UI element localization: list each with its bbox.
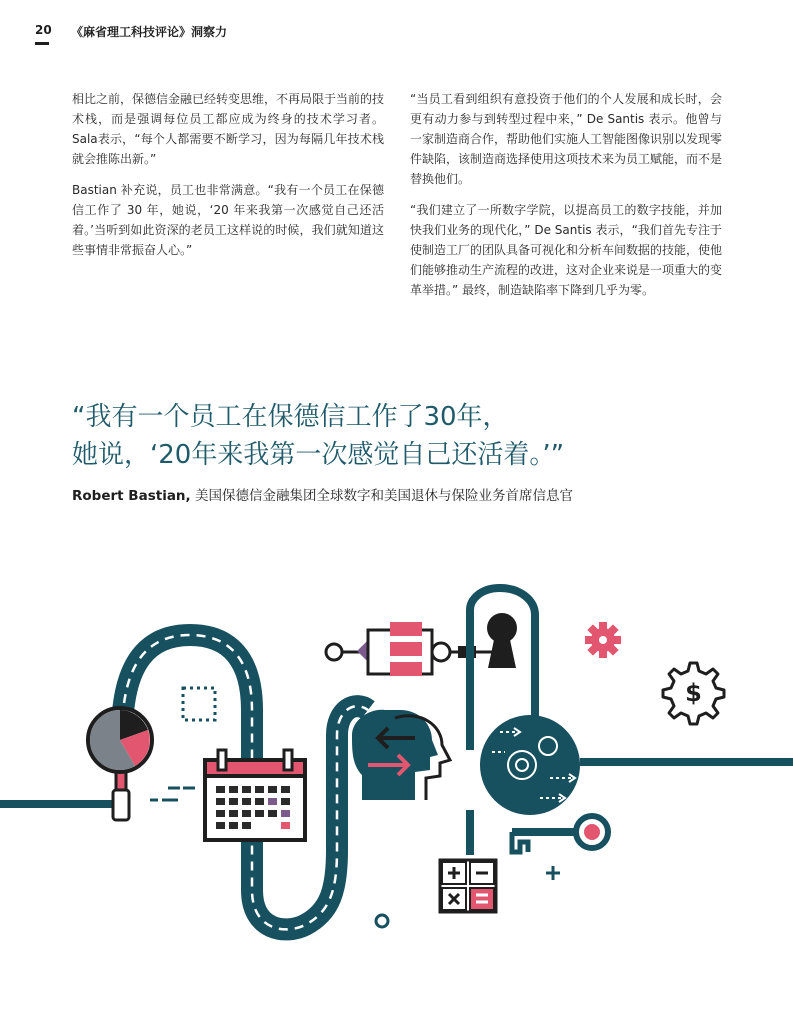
pull-quote-line: 她说，‘20年来我第一次感觉自己还活着。’” [72, 440, 565, 470]
connector-line [0, 800, 118, 808]
gear-icon [585, 622, 621, 658]
paragraph: “我们建立了一所数字学院，以提高员工的数字技能，并加快我们业务的现代化，” De Santis 表示，“我们首先专注于使制造工厂的团队具备可视化和分析车间数据的技能，使他们能够推动生产流程的改进，这对企业来说是一项重大的变革举措。” 最终，制造缺陷率下降到几乎为零。 [410, 203, 723, 297]
gears-icon [480, 715, 580, 815]
quote-attribution [72, 484, 573, 504]
workflow-illustration [0, 560, 793, 1000]
paragraph: Bastian 补充说，员工也非常满意。“我有一个员工在保德信工作了 30 年，她说，‘20 年来我第一次感觉自己还活着。’当听到如此资深的老员工这样说的时候，我们就知道这些事情非常振奋人心。” [72, 183, 384, 257]
dollar-gear-icon [663, 663, 724, 724]
right-column [410, 89, 722, 311]
pull-quote [72, 398, 752, 474]
calculator-icon [440, 860, 496, 912]
keyhole-icon [487, 613, 517, 668]
connector-line [580, 758, 793, 766]
page-number: 20 [35, 23, 52, 37]
dotted-square-icon [183, 688, 215, 720]
calendar-icon [205, 750, 305, 840]
key-icon [512, 816, 608, 852]
head-arrows-icon [352, 710, 450, 800]
circle-marker-icon [376, 915, 388, 927]
pull-quote-line: “我有一个员工在保德信工作了30年， [72, 402, 509, 432]
page-number-rule [35, 42, 49, 45]
workflow-icon [326, 622, 505, 676]
paragraph: “当员工看到组织有意投资于他们的个人发展和成长时，会更有动力参与到转型过程中来，” De Santis 表示。他曾与一家制造商合作，帮助他们实施人工智能图像识别以发现零件缺陷，该制造商选择使用这项技术来为员工赋能，而不是替换他们。 [410, 92, 723, 186]
svg-text:$: $ [685, 679, 702, 707]
plus-icon [546, 866, 560, 880]
dash-marks [150, 788, 195, 800]
paragraph: 相比之前，保德信金融已经转变思维，不再局限于当前的技术栈，而是强调每位员工都应成为终身的技术学习者。Sala表示，“每个人都需要不断学习，因为每隔几年技术栈就会推陈出新。” [72, 92, 385, 166]
attribution-name: Robert Bastian, [72, 488, 191, 504]
left-column [72, 89, 384, 271]
attribution-title: 美国保德信金融集团全球数字和美国退休与保险业务首席信息官 [190, 488, 573, 504]
publication-title: 《麻省理工科技评论》洞察力 [71, 25, 228, 39]
